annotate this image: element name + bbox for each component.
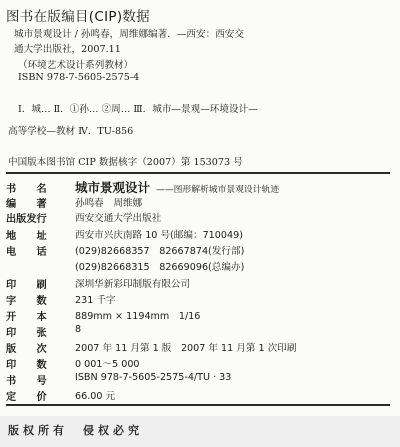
value-sheets: 8 <box>75 324 82 335</box>
label-authors: 编 著 <box>6 199 47 210</box>
book-title: 城市景观设计 <box>75 180 151 195</box>
label-print-run: 印 数 <box>6 360 47 371</box>
value-title <box>75 178 279 196</box>
cip-line: （环境艺术设计系列教材） <box>18 60 134 71</box>
book-subtitle: ——图形解析城市景观设计轨迹 <box>156 185 280 195</box>
cip-heading: 图书在版编目(CIP)数据 <box>6 9 150 25</box>
value-publisher: 西安交通大学出版社 <box>75 213 162 224</box>
bottom-rule <box>6 404 390 406</box>
label-phone: 电 话 <box>6 247 47 258</box>
cip-line: 城市景观设计 / 孙鸣春，周维娜编著．—西安：西安交 <box>14 29 244 40</box>
value-price: 66.00 元 <box>75 391 116 402</box>
value-authors: 孙鸣春 周维娜 <box>75 198 143 209</box>
label-title: 书 名 <box>6 184 47 195</box>
label-format: 开 本 <box>6 312 47 323</box>
cip-line: 高等学校—教材 Ⅳ．TU-856 <box>8 126 134 137</box>
label-address: 地 址 <box>6 231 47 242</box>
value-word-count: 231 千字 <box>75 295 116 306</box>
label-price: 定 价 <box>6 392 47 403</box>
copyright-notice: 版权所有 侵权必究 <box>8 424 143 437</box>
cip-line: ISBN 978-7-5605-2575-4 <box>18 72 140 83</box>
label-edition: 版 次 <box>6 344 47 355</box>
label-isbn: 书 号 <box>6 376 47 387</box>
value-format: 889mm × 1194mm 1/16 <box>75 311 201 322</box>
cip-line: 通大学出版社，2007.11 <box>14 44 121 55</box>
value-edition: 2007 年 11 月第 1 版 2007 年 11 月第 1 次印刷 <box>75 343 297 354</box>
label-publisher: 出版发行 <box>6 214 47 225</box>
value-phone-1: (029)82668357 82667874(发行部) <box>75 246 245 257</box>
cip-line: Ⅰ．城… Ⅱ．①孙… ②周… Ⅲ．城市—景观—环境设计— <box>18 104 258 115</box>
label-sheets: 印 张 <box>6 328 47 339</box>
value-isbn: ISBN 978-7-5605-2575-4/TU · 33 <box>75 372 232 383</box>
value-print-run: 0 001～5 000 <box>75 359 140 370</box>
value-printer: 深圳华新彩印制版有限公司 <box>75 279 191 290</box>
value-phone-2: (029)82668315 82669096(总编办) <box>75 262 245 273</box>
label-word-count: 字 数 <box>6 296 47 307</box>
copyright-footer <box>0 416 400 447</box>
cip-record-number: 中国版本图书馆 CIP 数据核字（2007）第 153073 号 <box>8 157 243 168</box>
top-rule <box>6 172 390 174</box>
value-address: 西安市兴庆南路 10 号(邮编：710049) <box>75 230 243 241</box>
label-printer: 印 刷 <box>6 280 47 291</box>
